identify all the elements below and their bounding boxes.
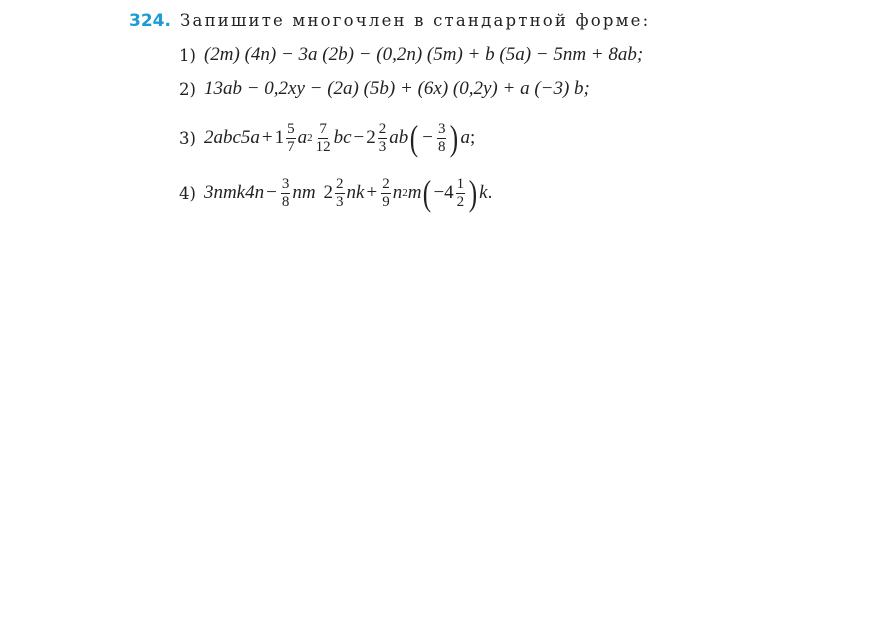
exercise-instruction: Запишите многочлен в стандартной форме: (180, 11, 651, 30)
term: nm (292, 182, 316, 203)
numerator: 2 (336, 175, 344, 192)
fraction (286, 121, 296, 156)
numerator: 1 (456, 175, 465, 192)
term: nk (346, 182, 365, 203)
whole-number: −4 (433, 182, 454, 203)
minus-sign: − (422, 127, 433, 148)
right-paren: ) (468, 173, 478, 213)
task-item-3 (179, 113, 475, 163)
fraction (378, 121, 388, 156)
task-label-1: 1) (179, 45, 196, 65)
numerator: 7 (319, 120, 327, 137)
exponent: 2 (307, 132, 313, 144)
fraction (437, 121, 447, 156)
term: 3nmk4n (203, 182, 265, 203)
right-paren: ) (450, 118, 459, 158)
denominator: 3 (336, 193, 344, 210)
numerator: 3 (437, 120, 446, 137)
whole-number: 1 (274, 127, 285, 148)
task-item-4 (179, 168, 492, 218)
term: ab (389, 127, 409, 148)
exercise-324 (129, 8, 849, 213)
fraction (335, 176, 345, 211)
whole-number: 2 (323, 182, 334, 203)
punctuation: . (487, 182, 493, 203)
plus-sign: + (261, 127, 273, 148)
whole-number: 2 (366, 127, 376, 148)
term: a (460, 127, 470, 148)
term: bc (333, 127, 352, 148)
term: 2abc5a (203, 127, 260, 148)
plus-sign: + (366, 182, 378, 203)
exercise-header (129, 8, 849, 34)
term: n (392, 182, 403, 203)
task-label-4: 4) (179, 183, 196, 203)
denominator: 2 (456, 193, 465, 210)
task-label-2: 2) (179, 79, 196, 99)
numerator: 2 (378, 120, 387, 137)
numerator: 5 (287, 120, 295, 137)
task-item-2 (179, 74, 590, 104)
left-paren: ( (410, 118, 419, 158)
task-expression-2: 13ab − 0,2xy − (2a) (5b) + (6x) (0,2y) + a (−3) b; (203, 78, 590, 99)
task-item-1 (179, 40, 643, 70)
denominator: 3 (378, 138, 387, 155)
task-expression-3 (204, 120, 475, 156)
denominator: 9 (382, 193, 390, 210)
denominator: 12 (315, 138, 331, 155)
minus-sign: − (353, 127, 365, 148)
task-expression-4 (204, 175, 492, 211)
numerator: 2 (382, 175, 390, 192)
term: k (479, 182, 488, 203)
fraction (381, 176, 391, 211)
denominator: 8 (281, 193, 290, 210)
term: a (297, 127, 308, 148)
denominator: 7 (287, 138, 295, 155)
denominator: 8 (437, 138, 446, 155)
fraction (456, 176, 466, 211)
left-paren: ( (423, 173, 432, 213)
fraction (281, 176, 291, 211)
term: m (407, 182, 422, 203)
fraction (315, 121, 332, 156)
punctuation: ; (469, 127, 476, 148)
minus-sign: − (266, 182, 277, 203)
exercise-number: 324. (129, 11, 171, 31)
numerator: 3 (281, 175, 290, 192)
task-expression-1: (2m) (4n) − 3a (2b) − (0,2n) (5m) + b (5a) − 5nm + 8ab; (203, 44, 644, 65)
exponent: 2 (402, 187, 408, 199)
task-label-3: 3) (179, 128, 196, 148)
